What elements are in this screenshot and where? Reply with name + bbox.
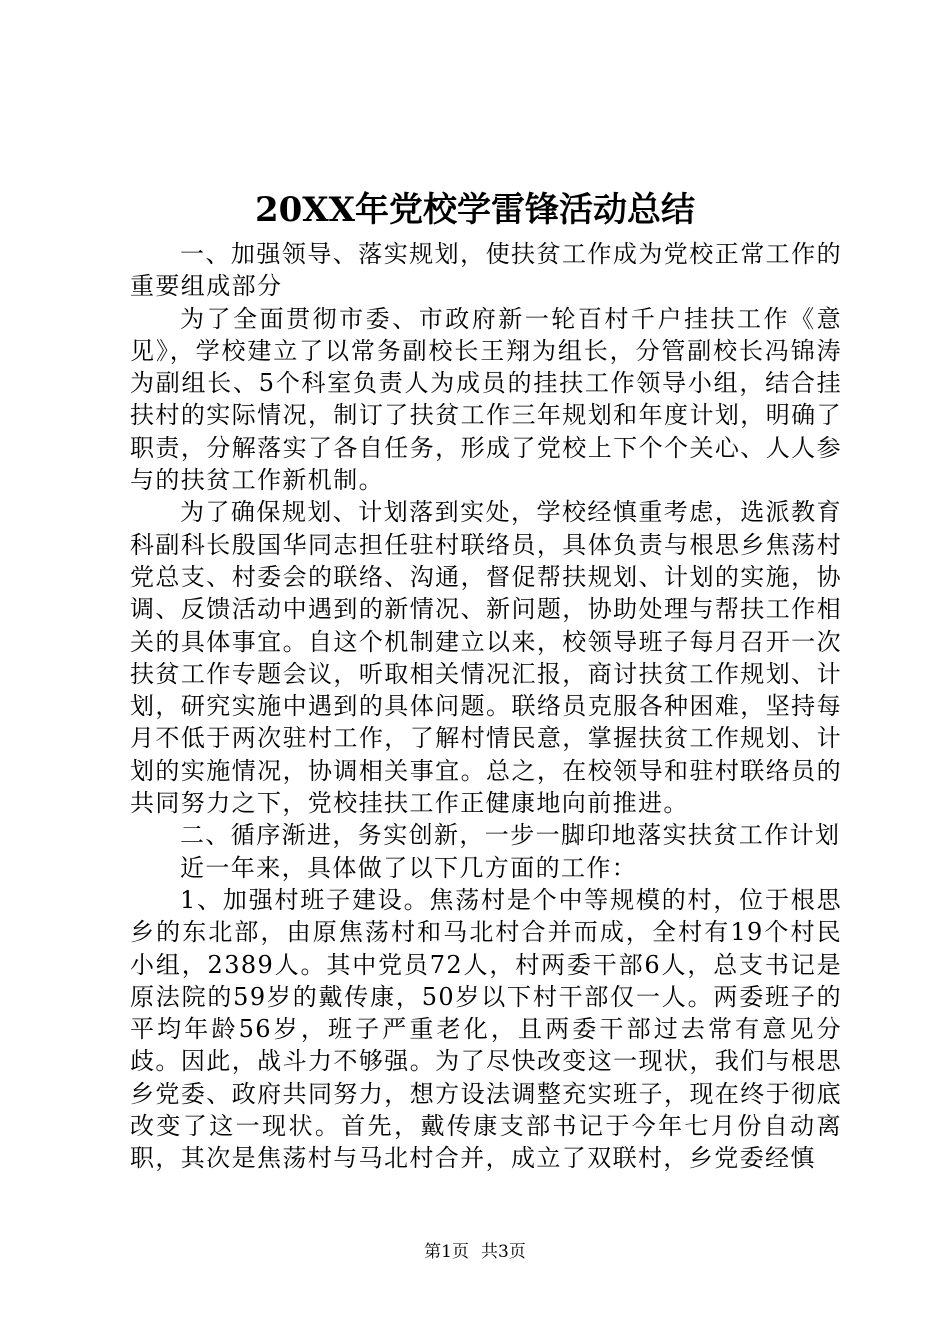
document-title: 20XX年党校学雷锋活动总结: [254, 190, 696, 230]
paragraph: 为了全面贯彻市委、市政府新一轮百村千户挂扶工作《意见》，学校建立了以常务副校长王翔为组长，分管副校长冯锦涛为副组长、5个科室负责人为成员的挂扶工作领导小组，结合挂扶村的实际情况，制订了扶贫工作三年规划和年度计划，明确了职责，分解落实了各自任务，形成了党校上下个个关心、人人参与的扶贫工作新机制。: [130, 304, 842, 495]
paragraph: 近一年来，具体做了以下几方面的工作：: [180, 853, 638, 882]
page-number-current: 第1页: [424, 1242, 469, 1262]
page-footer: [0, 1240, 950, 1264]
section-heading-1: 一、加强领导、落实规划，使扶贫工作成为党校正常工作的重要组成部分: [130, 240, 842, 301]
paragraph: 为了确保规划、计划落到实处，学校经慎重考虑，选派教育科副科长殷国华同志担任驻村联络员，具体负责与根思乡焦荡村党总支、村委会的联络、沟通，督促帮扶规划、计划的实施，协调、反馈活动中遇到的新情况、新问题，协助处理与帮扶工作相关的具体事宜。自这个机制建立以来，校领导班子每月召开一次扶贫工作专题会议，听取相关情况汇报，商讨扶贫工作规划、计划，研究实施中遇到的具体问题。联络员克服各种困难，坚持每月不低于两次驻村工作，了解村情民意，掌握扶贫工作规划、计划的实施情况，协调相关事宜。总之，在校领导和驻村联络员的共同努力之下，党校挂扶工作正健康地向前推进。: [130, 498, 842, 818]
page-number-total: 共3页: [481, 1242, 526, 1262]
document-body: [130, 238, 842, 1175]
paragraph: 1、加强村班子建设。焦荡村是个中等规模的村，位于根思乡的东北部，由原焦荡村和马北村合并而成，全村有19个村民小组，2389人。其中党员72人，村两委干部6人，总支书记是原法院的59岁的戴传康，50岁以下村干部仅一人。两委班子的平均年龄56岁，班子严重老化，且两委干部过去常有意见分歧。因此，战斗力不够强。为了尽快改变这一现状，我们与根思乡党委、政府共同努力，想方设法调整充实班子，现在终于彻底改变了这一现状。首先，戴传康支部书记于今年七月份自动离职，其次是焦荡村与马北村合并，成立了双联村，乡党委经慎: [130, 885, 842, 1173]
section-heading-2: 二、循序渐进，务实创新，一步一脚印地落实扶贫工作计划: [180, 821, 841, 850]
